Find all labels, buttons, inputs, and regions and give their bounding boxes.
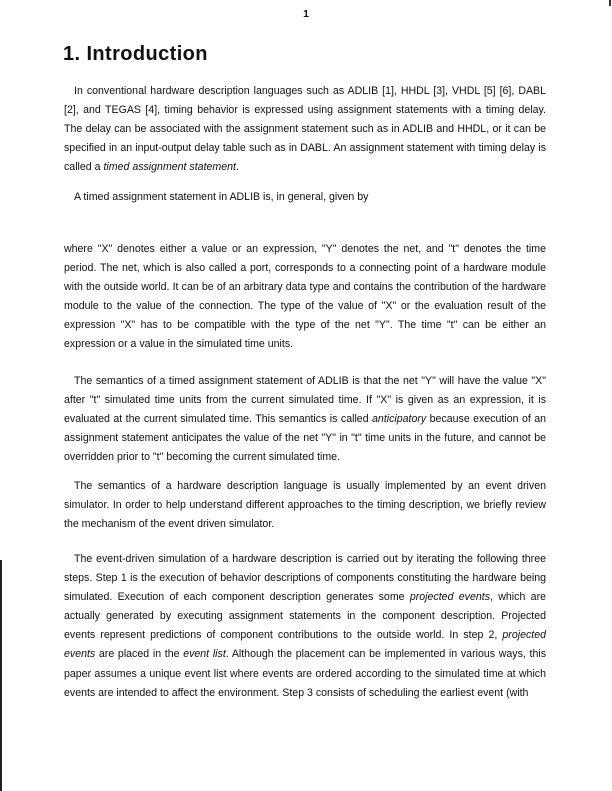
paragraph-4: [64, 372, 546, 467]
section-title: Introduction: [86, 43, 208, 65]
paragraph-1: [64, 82, 546, 177]
emphasis-anticipatory: anticipatory: [372, 413, 427, 426]
paragraph-3: [64, 240, 546, 355]
text-run: The event-driven simulation of a hardware description is carried out by iterating the following three steps. Step 1 is the execution of behavior descriptions of components constituting the hardware being simulated. Execution of each component description generates some: [64, 553, 546, 604]
emphasis-timed-assignment-statement: timed assignment statement: [103, 161, 236, 174]
emphasis-projected-events: projected events: [64, 629, 546, 661]
paragraph-5: [64, 477, 546, 534]
text-run: where "X" denotes either a value or an expression, "Y" denotes the net, and "t" denotes the time period. The net, which is also called a port, corresponds to a connecting point of a hardware module with the outside world. It can be of an arbitrary data type and contains the contribution of the hardware module to the value of the connection. The type of the value of "X" or the evaluation result of the expression "X" has to be compatible with the type of the net "Y". The time "t" can be either an expression or a value in the simulated time units.: [64, 243, 546, 351]
section-number: 1.: [63, 43, 81, 65]
text-run: The semantics of a timed assignment statement of ADLIB is that the net "Y" will have the value "X" after "t" simulated time units from the current simulated time. If "X" is given as an expression, it is evaluated at the current simulated time. This semantics is called: [64, 375, 546, 426]
paragraph-6: [64, 550, 546, 703]
text-run: , which are actually generated by executing assignment statements in the component description. Projected events represent predictions of component contributions to the outside world. In step 2,: [64, 591, 546, 642]
scan-artifact-left-edge: [0, 560, 2, 791]
page-number: 1: [303, 8, 309, 20]
text-run: . Although the placement can be implemented in various ways, this paper assumes a unique event list where events are ordered according to the simulated time at which events are intended to affect the environment. Step 3 consists of scheduling the earliest event (with: [64, 648, 546, 699]
text-run: because execution of an assignment statement anticipates the value of the net "Y" in "t" time units in the future, and cannot be overridden prior to "t" becoming the current simulated time.: [64, 413, 547, 464]
text-run: The semantics of a hardware description language is usually implemented by an event driven simulator. In order to help understand different approaches to the timing description, we briefly review the mechanism of the event driven simulator.: [64, 480, 546, 531]
text-run: are placed in the: [95, 648, 184, 661]
emphasis-projected-events: projected events: [409, 591, 490, 604]
text-run: .: [235, 161, 239, 174]
text-run: A timed assignment statement in ADLIB is, in general, given by: [74, 191, 369, 203]
text-run: In conventional hardware description languages such as ADLIB [1], HHDL [3], VHDL [5] [6], DABL [2], and TEGAS [4], timing behavior is expressed using assignment statements with a timing delay. The delay can be associated with the assignment statement such as in ADLIB and HHDL, or it can be specified in an input-output delay table such as in DABL. An assignment statement with timing delay is called a: [64, 85, 546, 174]
scan-artifact-top: [609, 0, 611, 6]
section-heading: [63, 43, 208, 66]
emphasis-event-list: event list: [183, 648, 226, 661]
paragraph-2: [64, 188, 546, 207]
